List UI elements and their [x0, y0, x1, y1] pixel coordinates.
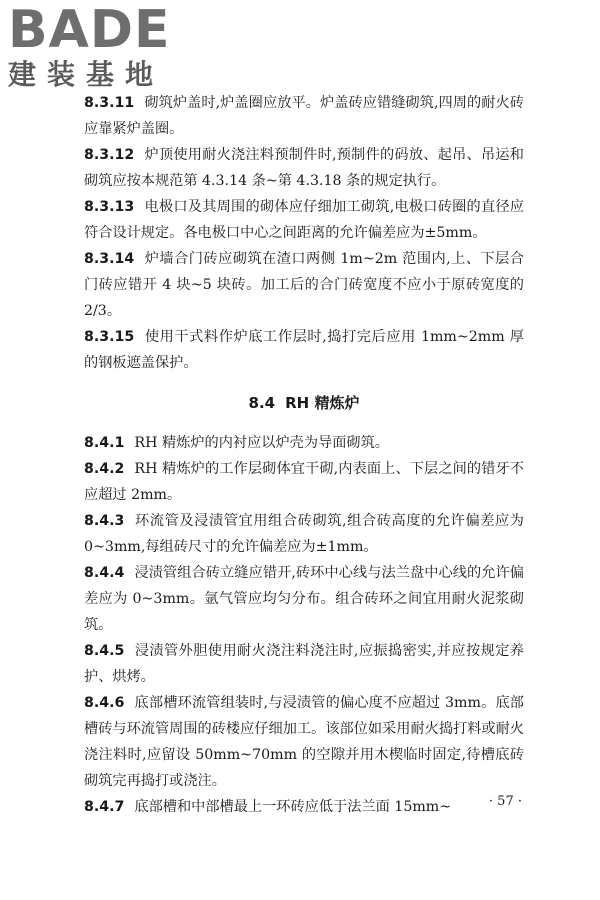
clause-number: 8.3.15	[84, 329, 135, 345]
clause-number: 8.3.12	[84, 147, 135, 163]
section-heading	[84, 390, 524, 416]
clause-number: 8.4.1	[84, 435, 125, 451]
clause-text: 底部槽和中部槽最上一环砖应低于法兰面 15mm~	[134, 799, 452, 815]
clause-paragraph	[84, 246, 524, 324]
clause-number: 8.3.14	[84, 251, 135, 267]
clause-text: RH 精炼炉的工作层砌体宜干砌,内表面上、下层之间的错牙不应超过 2mm。	[84, 461, 524, 503]
page-number: · 57 ·	[488, 794, 522, 809]
clause-paragraph	[84, 142, 524, 194]
clause-paragraph	[84, 638, 524, 690]
section-number: 8.4	[248, 394, 276, 412]
clause-number: 8.4.6	[84, 695, 125, 711]
section-title: RH 精炼炉	[285, 394, 360, 412]
logo-subtitle: 建装基地	[8, 58, 165, 91]
clause-number: 8.4.5	[84, 643, 125, 659]
clause-text: 浸渍管外胆使用耐火浇注料浇注时,应振捣密实,并应按规定养护、烘烤。	[84, 643, 524, 685]
clause-number: 8.4.2	[84, 461, 125, 477]
clause-paragraph	[84, 456, 524, 508]
clause-number: 8.4.7	[84, 799, 125, 815]
clause-number: 8.3.11	[84, 95, 135, 111]
clause-text: 炉墙合门砖应砌筑在渣口两侧 1m~2m 范围内,上、下层合门砖应错开 4 块~5 块砖。加工后的合门砖宽度不应小于原砖宽度的 2/3。	[84, 251, 524, 319]
clause-text: 砌筑炉盖时,炉盖圈应放平。炉盖砖应错缝砌筑,四周的耐火砖应靠紧炉盖圈。	[84, 95, 524, 137]
clause-list-8-4	[84, 430, 524, 820]
logo	[6, 0, 196, 92]
clause-paragraph	[84, 508, 524, 560]
clause-paragraph	[84, 794, 524, 820]
clause-paragraph	[84, 90, 524, 142]
clause-number: 8.4.4	[84, 565, 125, 581]
clause-text: 浸渍管组合砖立缝应错开,砖环中心线与法兰盘中心线的允许偏差应为 0~3mm。氩气管应均匀分布。组合砖环之间宜用耐火泥浆砌筑。	[84, 565, 524, 633]
clause-text: 炉顶使用耐火浇注料预制件时,预制件的码放、起吊、吊运和砌筑应按本规范第 4.3.14 条~第 4.3.18 条的规定执行。	[84, 147, 524, 189]
clause-paragraph	[84, 194, 524, 246]
clause-paragraph	[84, 324, 524, 376]
clause-text: 使用干式料作炉底工作层时,捣打完后应用 1mm~2mm 厚的钢板遮盖保护。	[84, 329, 524, 371]
clause-text: 环流管及浸渍管宜用组合砖砌筑,组合砖高度的允许偏差应为 0~3mm,每组砖尺寸的允许偏差应为±1mm。	[84, 513, 524, 555]
clause-list-8-3	[84, 90, 524, 376]
clause-paragraph	[84, 560, 524, 638]
clause-text: RH 精炼炉的内衬应以炉壳为导面砌筑。	[134, 435, 389, 451]
clause-number: 8.3.13	[84, 199, 135, 215]
document-body	[84, 90, 524, 820]
clause-text: 底部槽环流管组装时,与浸渍管的偏心度不应超过 3mm。底部槽砖与环流管周围的砖楼应仔细加工。该部位如采用耐火捣打料或耐火浇注料时,应留设 50mm~70mm 的空隙并用木楔临时固定,待槽底砖砌筑完再捣打或浇注。	[84, 695, 524, 789]
clause-text: 电极口及其周围的砌体应仔细加工砌筑,电极口砖圈的直径应符合设计规定。各电极口中心之间距离的允许偏差应为±5mm。	[84, 199, 524, 241]
clause-paragraph	[84, 430, 524, 456]
logo-wordmark: BADE	[8, 0, 171, 60]
clause-paragraph	[84, 690, 524, 794]
clause-number: 8.4.3	[84, 513, 125, 529]
